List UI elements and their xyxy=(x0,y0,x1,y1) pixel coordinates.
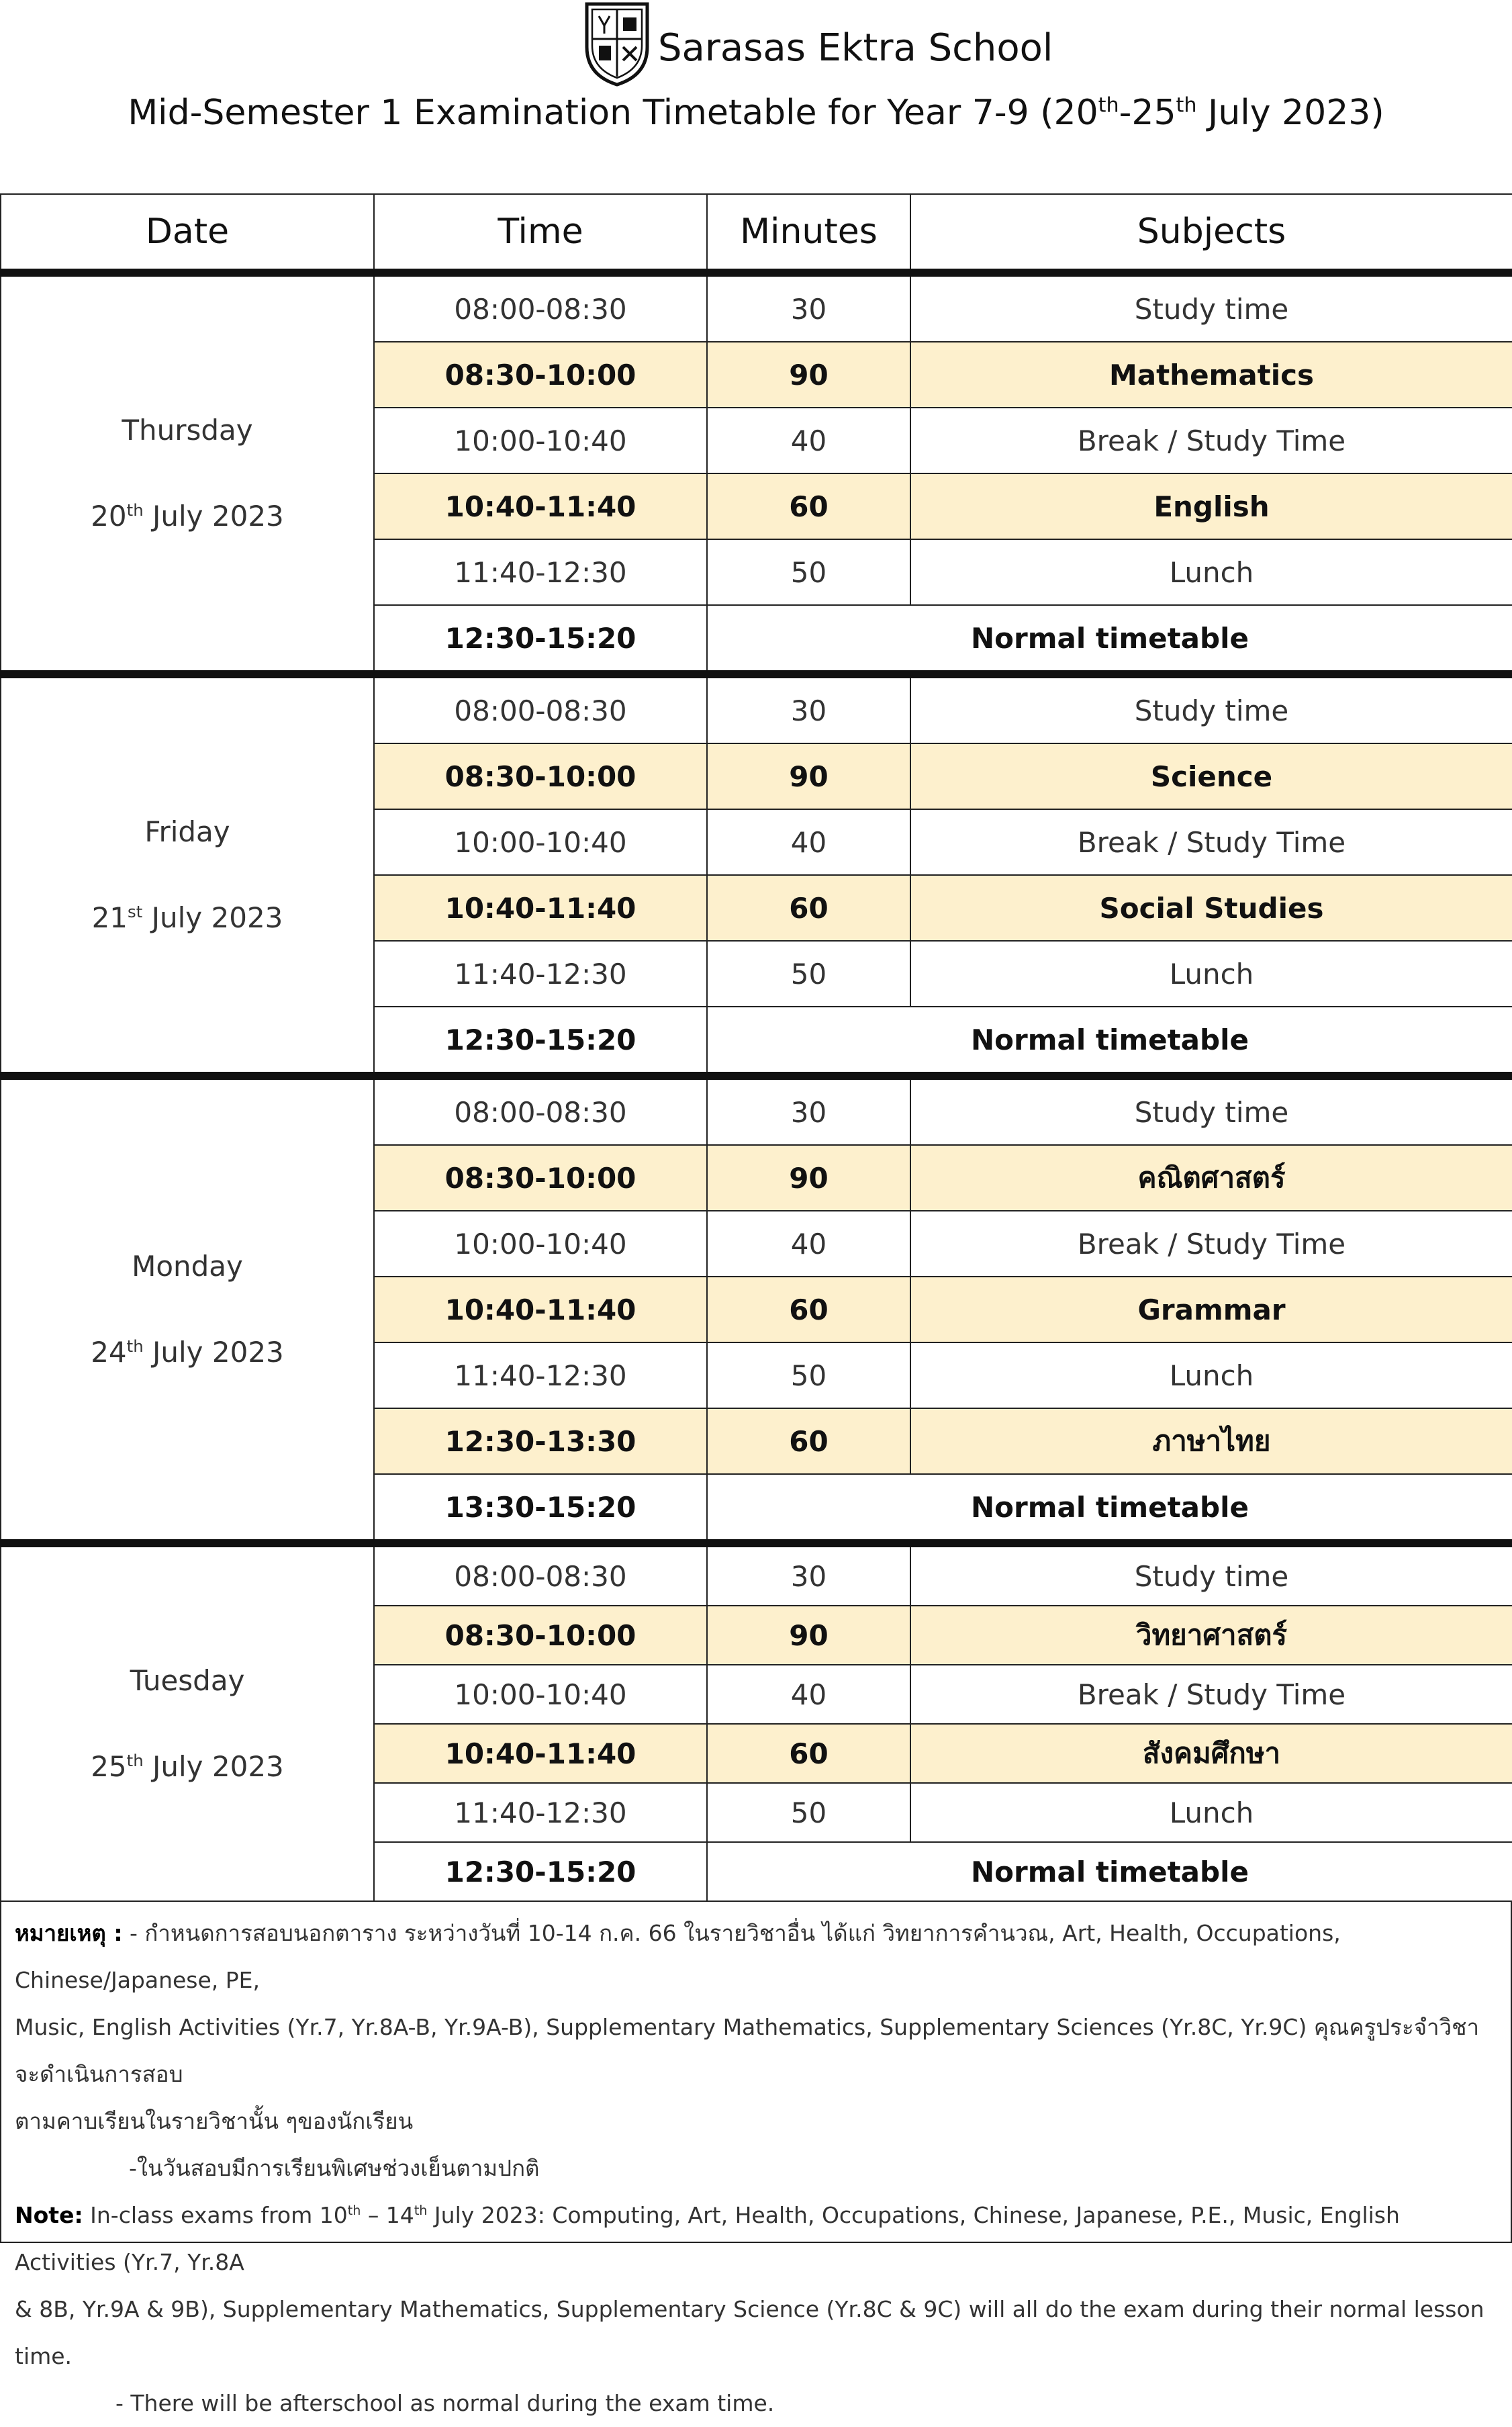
minutes-cell: 60 xyxy=(707,1724,910,1783)
time-cell: 08:30-10:00 xyxy=(374,342,707,408)
minutes-cell: 40 xyxy=(707,408,910,473)
subject-cell: Science xyxy=(910,743,1512,809)
day-name: Monday xyxy=(132,1250,243,1283)
subject-cell: Study time xyxy=(910,1543,1512,1606)
thai-note-label: หมายเหตุ : xyxy=(15,1920,123,1946)
subject-cell: วิทยาศาสตร์ xyxy=(910,1606,1512,1665)
english-note-line-1: Note: In-class exams from 10th – 14th July 2023: Computing, Art, Health, Occupations, Chinese, Japanese, P.E., Music, English Activities (Yr.7, Yr.8A xyxy=(15,2202,1400,2275)
minutes-cell: 90 xyxy=(707,342,910,408)
time-cell: 10:40-11:40 xyxy=(374,1724,707,1783)
subject-cell: Study time xyxy=(910,674,1512,743)
exam-timetable xyxy=(0,193,1512,1902)
time-cell: 10:40-11:40 xyxy=(374,1277,707,1342)
time-cell: 10:40-11:40 xyxy=(374,875,707,941)
subject-cell: Study time xyxy=(910,273,1512,342)
subject-cell: คณิตศาสตร์ xyxy=(910,1145,1512,1211)
time-cell: 13:30-15:20 xyxy=(374,1474,707,1543)
minutes-cell: 90 xyxy=(707,1606,910,1665)
column-header-subjects: Subjects xyxy=(910,194,1512,273)
time-cell: 08:30-10:00 xyxy=(374,743,707,809)
subject-cell: Break / Study Time xyxy=(910,809,1512,875)
subject-cell: Mathematics xyxy=(910,342,1512,408)
minutes-cell: 40 xyxy=(707,1665,910,1724)
table-row xyxy=(1,1076,1512,1145)
subject-cell: Break / Study Time xyxy=(910,1211,1512,1277)
subject-cell: Break / Study Time xyxy=(910,408,1512,473)
subject-cell: Social Studies xyxy=(910,875,1512,941)
time-cell: 12:30-15:20 xyxy=(374,1007,707,1076)
day-date: 20th July 2023 xyxy=(91,500,284,533)
thai-note-line-4: -ในวันสอบมีการเรียนพิเศษช่วงเย็นตามปกติ xyxy=(129,2155,540,2181)
minutes-cell: 50 xyxy=(707,941,910,1007)
thai-note-line-3: ตามคาบเรียนในรายวิชานั้น ๆของนักเรียน xyxy=(15,2108,414,2134)
table-row xyxy=(1,273,1512,342)
subject-cell: สังคมศึกษา xyxy=(910,1724,1512,1783)
normal-timetable-cell: Normal timetable xyxy=(707,1474,1512,1543)
day-date: 21st July 2023 xyxy=(91,901,283,934)
subject-cell: Lunch xyxy=(910,539,1512,605)
subject-cell: Lunch xyxy=(910,1342,1512,1408)
date-cell xyxy=(1,674,374,1076)
day-date: 25th July 2023 xyxy=(91,1750,284,1783)
minutes-cell: 90 xyxy=(707,1145,910,1211)
date-cell xyxy=(1,1543,374,1901)
subject-cell: ภาษาไทย xyxy=(910,1408,1512,1474)
subject-cell: Study time xyxy=(910,1076,1512,1145)
english-note-label: Note: xyxy=(15,2202,83,2228)
column-header-date: Date xyxy=(1,194,374,273)
time-cell: 08:00-08:30 xyxy=(374,1076,707,1145)
column-header-time: Time xyxy=(374,194,707,273)
time-cell: 10:40-11:40 xyxy=(374,473,707,539)
time-cell: 08:00-08:30 xyxy=(374,674,707,743)
thai-note-line-2: Music, English Activities (Yr.7, Yr.8A-B, Yr.9A-B), Supplementary Mathematics, Supplementary Sciences (Yr.8C, Yr.9C) คุณครูประจำวิชาจะดำเนินการสอบ xyxy=(15,2014,1480,2087)
time-cell: 11:40-12:30 xyxy=(374,1342,707,1408)
table-row xyxy=(1,1543,1512,1606)
time-cell: 08:30-10:00 xyxy=(374,1145,707,1211)
time-cell: 08:00-08:30 xyxy=(374,273,707,342)
day-date: 24th July 2023 xyxy=(91,1336,284,1369)
minutes-cell: 30 xyxy=(707,1076,910,1145)
minutes-cell: 30 xyxy=(707,1543,910,1606)
table-row xyxy=(1,674,1512,743)
minutes-cell: 50 xyxy=(707,1783,910,1842)
column-header-minutes: Minutes xyxy=(707,194,910,273)
time-cell: 11:40-12:30 xyxy=(374,941,707,1007)
minutes-cell: 40 xyxy=(707,1211,910,1277)
thai-note-line-1: หมายเหตุ : - กำหนดการสอบนอกตาราง ระหว่างวันที่ 10-14 ก.ค. 66 ในรายวิชาอื่น ได้แก่ วิทยาการคำนวณ, Art, Health, Occupations, Chinese/Japanese, PE, xyxy=(15,1920,1341,1993)
day-name: Thursday xyxy=(122,414,253,447)
school-name: Sarasas Ektra School xyxy=(658,26,1053,70)
normal-timetable-cell: Normal timetable xyxy=(707,1007,1512,1076)
page-header xyxy=(0,0,1512,188)
time-cell: 11:40-12:30 xyxy=(374,539,707,605)
normal-timetable-cell: Normal timetable xyxy=(707,1842,1512,1901)
minutes-cell: 60 xyxy=(707,1277,910,1342)
subject-cell: Lunch xyxy=(910,941,1512,1007)
time-cell: 10:00-10:40 xyxy=(374,809,707,875)
page-title: Mid-Semester 1 Examination Timetable for Year 7-9 (20th-25th July 2023) xyxy=(128,93,1384,133)
notes-section xyxy=(0,1901,1512,2416)
minutes-cell: 90 xyxy=(707,743,910,809)
school-crest-icon xyxy=(583,0,651,87)
time-cell: 12:30-15:20 xyxy=(374,605,707,674)
time-cell: 10:00-10:40 xyxy=(374,408,707,473)
subject-cell: Break / Study Time xyxy=(910,1665,1512,1724)
date-cell xyxy=(1,273,374,674)
date-cell xyxy=(1,1076,374,1543)
subject-cell: English xyxy=(910,473,1512,539)
time-cell: 12:30-15:20 xyxy=(374,1842,707,1901)
english-note-line-2: & 8B, Yr.9A & 9B), Supplementary Mathematics, Supplementary Science (Yr.8C & 9C) will all do the exam during their normal lesson time. xyxy=(15,2296,1484,2369)
table-header-row xyxy=(1,194,1512,273)
minutes-cell: 60 xyxy=(707,473,910,539)
time-cell: 08:30-10:00 xyxy=(374,1606,707,1665)
time-cell: 08:00-08:30 xyxy=(374,1543,707,1606)
english-note-line-3: - There will be afterschool as normal during the exam time. xyxy=(115,2390,775,2416)
time-cell: 11:40-12:30 xyxy=(374,1783,707,1842)
minutes-cell: 50 xyxy=(707,539,910,605)
minutes-cell: 60 xyxy=(707,875,910,941)
subject-cell: Grammar xyxy=(910,1277,1512,1342)
time-cell: 10:00-10:40 xyxy=(374,1665,707,1724)
minutes-cell: 40 xyxy=(707,809,910,875)
normal-timetable-cell: Normal timetable xyxy=(707,605,1512,674)
minutes-cell: 30 xyxy=(707,674,910,743)
time-cell: 10:00-10:40 xyxy=(374,1211,707,1277)
minutes-cell: 50 xyxy=(707,1342,910,1408)
minutes-cell: 30 xyxy=(707,273,910,342)
minutes-cell: 60 xyxy=(707,1408,910,1474)
subject-cell: Lunch xyxy=(910,1783,1512,1842)
time-cell: 12:30-13:30 xyxy=(374,1408,707,1474)
day-name: Friday xyxy=(144,815,230,848)
day-name: Tuesday xyxy=(130,1664,245,1697)
